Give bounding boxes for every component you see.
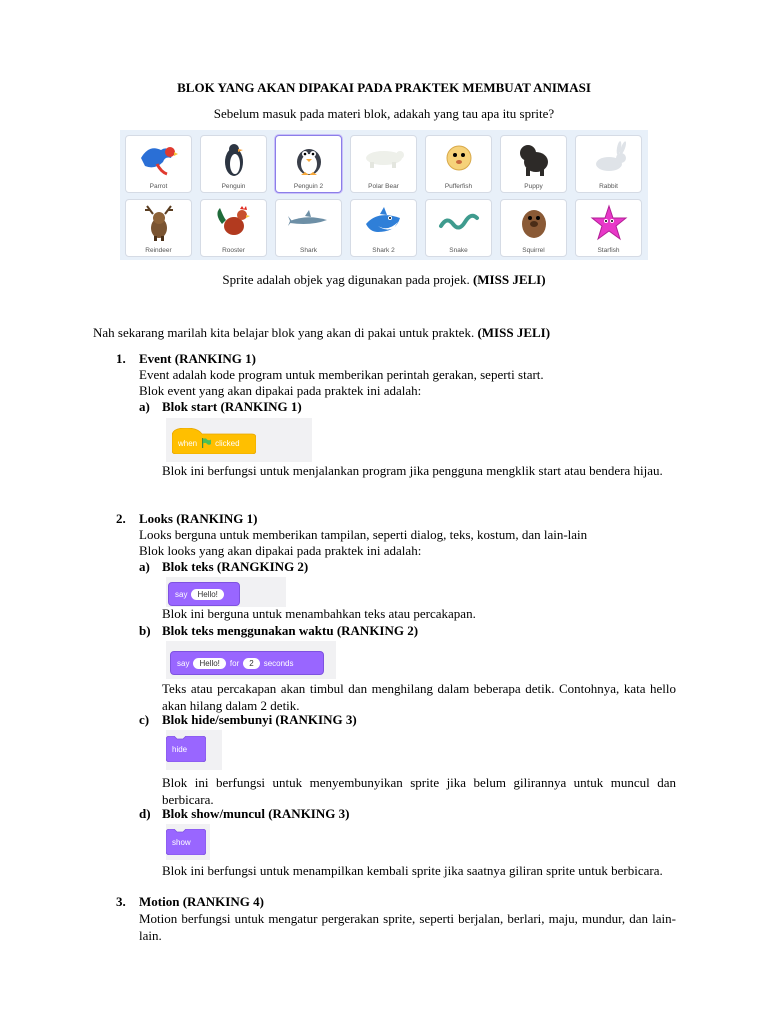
sub-heading: Blok teks (RANGKING 2) [162, 559, 309, 574]
block-description: Blok ini berfungsi untuk menampilkan kembali sprite jika saatnya giliran sprite untuk berbicara. [162, 863, 663, 878]
sprite-label: Reindeer [145, 247, 172, 254]
block-description: Blok ini berfungsi untuk menyembunyikan sprite jika belum gilirannya untuk muncul dan berbicara. [162, 775, 676, 807]
sprite-label: Penguin 2 [293, 183, 324, 190]
parrot-icon [137, 140, 181, 178]
intro-paragraph: Nah sekarang marilah kita belajar blok yang akan di pakai untuk praktek. (MISS JELI) [93, 325, 551, 340]
block-description: Blok ini berfungsi untuk menjalankan program jika pengguna mengklik start atau bendera hijau. [162, 463, 663, 478]
sprite-label: Rooster [222, 247, 245, 254]
pufferfish-icon [437, 140, 481, 178]
sprite-label: Penguin [221, 183, 246, 190]
reindeer-icon [137, 204, 181, 242]
sprite-label: Puppy [524, 183, 543, 190]
sprite-card [350, 135, 417, 193]
sprite-label: Pufferfish [444, 183, 473, 190]
section-desc: Looks berguna untuk memberikan tampilan, seperti dialog, teks, kostum, dan lain-lain [139, 527, 588, 542]
penguin-icon [212, 140, 256, 178]
section-desc: Motion berfungsi untuk mengatur pergerakan sprite, seperti berjalan, berlari, maju, mundur, dan lain-lain. [139, 911, 676, 943]
sprite-definition: Sprite adalah objek yag digunakan pada projek. (MISS JELI) [222, 272, 546, 287]
sprite-card [200, 135, 267, 193]
sprite-card [500, 199, 567, 257]
polar-bear-icon [362, 140, 406, 178]
shark-icon [287, 204, 331, 242]
sub-heading: Blok start (RANKING 1) [162, 399, 302, 414]
sprite-label: Shark 2 [372, 247, 395, 254]
sub-letter: a) [139, 399, 150, 414]
sprite-card [200, 199, 267, 257]
section-number: 2. [116, 511, 126, 526]
sprite-label: Parrot [149, 183, 168, 190]
sub-heading: Blok show/muncul (RANKING 3) [162, 806, 350, 821]
rooster-icon [212, 204, 256, 242]
sprite-card [425, 199, 492, 257]
number-input-pill: 2 [243, 658, 259, 669]
puppy-icon [512, 140, 556, 178]
sub-letter: c) [139, 712, 150, 727]
text-input-pill: Hello! [193, 658, 225, 669]
section-desc: Blok looks yang akan dipakai pada praktek ini adalah: [139, 543, 422, 558]
say-for-seconds-block: say Hello! for 2 seconds [170, 651, 324, 675]
sprite-label: Squirrel [522, 247, 545, 254]
starfish-icon [587, 204, 631, 242]
section-number: 3. [116, 894, 126, 909]
section-desc: Event adalah kode program untuk memberikan perintah gerakan, seperti start. [139, 367, 544, 382]
block-description: Teks atau percakapan akan timbul dan menghilang dalam beberapa detik. Contohnya, kata hello akan hilang dalam 2 detik. [162, 681, 676, 713]
sprite-card [425, 135, 492, 193]
sub-letter: d) [139, 806, 151, 821]
sprite-card [125, 135, 192, 193]
sub-letter: a) [139, 559, 150, 574]
intro-question: Sebelum masuk pada materi blok, adakah yang tau apa itu sprite? [213, 106, 555, 121]
sprite-card [125, 199, 192, 257]
sub-heading: Blok teks menggunakan waktu (RANKING 2) [162, 623, 419, 638]
sprite-label: Shark [300, 247, 317, 254]
sprite-library-grid [120, 130, 648, 260]
shark-2-icon [362, 204, 406, 242]
when-flag-clicked-block: when clicked [172, 428, 256, 454]
snake-icon [437, 204, 481, 242]
sprite-card [575, 199, 642, 257]
text-input-pill: Hello! [191, 589, 223, 600]
sprite-label: Starfish [597, 247, 620, 254]
sprite-card [575, 135, 642, 193]
sprite-card [350, 199, 417, 257]
green-flag-icon [201, 438, 211, 448]
sprite-card [275, 199, 342, 257]
sub-heading: Blok hide/sembunyi (RANKING 3) [162, 712, 357, 727]
document-title: BLOK YANG AKAN DIPAKAI PADA PRAKTEK MEMBUAT ANIMASI [177, 80, 591, 95]
section-heading-event: Event (RANKING 1) [139, 351, 256, 366]
section-desc: Blok event yang akan dipakai pada praktek ini adalah: [139, 383, 422, 398]
block-description: Blok ini berguna untuk menambahkan teks atau percakapan. [162, 606, 476, 621]
say-hello-block: say Hello! [168, 582, 240, 606]
sprite-card [500, 135, 567, 193]
show-block: show [166, 829, 206, 855]
section-heading-looks: Looks (RANKING 1) [139, 511, 258, 526]
sub-letter: b) [139, 623, 151, 638]
section-number: 1. [116, 351, 126, 366]
rabbit-icon [587, 140, 631, 178]
sprite-label: Rabbit [599, 183, 618, 190]
section-heading-motion: Motion (RANKING 4) [139, 894, 264, 909]
sprite-label: Polar Bear [368, 183, 399, 190]
sprite-card-selected [275, 135, 342, 193]
sprite-label: Snake [449, 247, 468, 254]
squirrel-icon [512, 204, 556, 242]
hide-block: hide [166, 736, 206, 762]
penguin-2-icon [287, 140, 331, 178]
